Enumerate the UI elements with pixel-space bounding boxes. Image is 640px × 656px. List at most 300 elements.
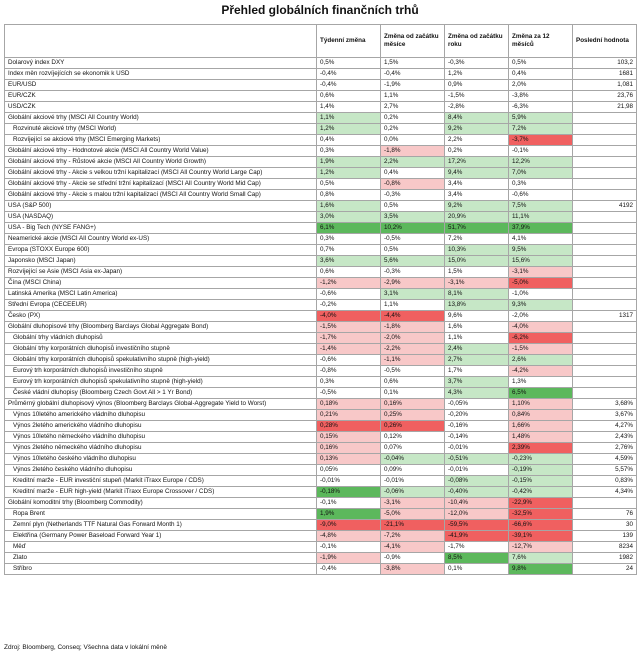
row-value: 2,7%: [445, 355, 509, 366]
row-value: -1,9%: [317, 553, 381, 564]
row-value: 10,3%: [445, 245, 509, 256]
row-value: 1,1%: [445, 333, 509, 344]
row-value: 2,0%: [509, 80, 573, 91]
row-value: -66,6%: [509, 520, 573, 531]
row-value: 1,2%: [317, 168, 381, 179]
row-value: -0,1%: [317, 542, 381, 553]
row-last-value: 3,67%: [573, 410, 637, 421]
header-12m: Změna za 12 měsíců: [509, 25, 573, 58]
table-row: [5, 300, 637, 311]
row-value: 7,0%: [509, 168, 573, 179]
row-value: 7,5%: [509, 201, 573, 212]
row-name: Čína (MSCI China): [5, 278, 317, 289]
row-last-value: 1317: [573, 311, 637, 322]
row-name: Index měn rozvíjejících se ekonomik k USD: [5, 69, 317, 80]
row-value: -7,2%: [381, 531, 445, 542]
table-row: [5, 542, 637, 553]
row-value: -32,5%: [509, 509, 573, 520]
row-value: 0,28%: [317, 421, 381, 432]
row-value: -12,7%: [509, 542, 573, 553]
table-row: [5, 256, 637, 267]
row-last-value: 30: [573, 520, 637, 531]
row-value: 0,16%: [381, 399, 445, 410]
row-value: 8,1%: [445, 289, 509, 300]
table-row: [5, 223, 637, 234]
table-row: [5, 366, 637, 377]
row-value: -22,9%: [509, 498, 573, 509]
row-value: 0,13%: [317, 454, 381, 465]
row-value: -0,06%: [381, 487, 445, 498]
row-value: 4,1%: [509, 234, 573, 245]
table-row: [5, 289, 637, 300]
row-last-value: 5,57%: [573, 465, 637, 476]
row-value: -0,23%: [509, 454, 573, 465]
row-value: -0,5%: [317, 388, 381, 399]
row-value: 17,2%: [445, 157, 509, 168]
row-value: -4,8%: [317, 531, 381, 542]
row-value: 0,16%: [317, 443, 381, 454]
row-last-value: [573, 278, 637, 289]
row-value: -21,1%: [381, 520, 445, 531]
row-name: Evropa (STOXX Europe 600): [5, 245, 317, 256]
row-value: -0,4%: [317, 80, 381, 91]
row-value: -4,4%: [381, 311, 445, 322]
row-value: -0,5%: [381, 366, 445, 377]
table-row: [5, 476, 637, 487]
row-value: -0,01%: [317, 476, 381, 487]
row-name: Globální komoditní trhy (Bloomberg Commodity): [5, 498, 317, 509]
row-name: Kreditní marže - EUR high-yield (Markit iTraxx Europe Crossover / CDS): [5, 487, 317, 498]
row-name: Výnos 2letého českého vládního dluhopisu: [5, 465, 317, 476]
row-value: -1,1%: [381, 355, 445, 366]
row-value: -1,5%: [509, 344, 573, 355]
row-value: 12,2%: [509, 157, 573, 168]
row-value: -0,01%: [381, 476, 445, 487]
row-value: 1,6%: [445, 322, 509, 333]
row-value: -3,8%: [509, 91, 573, 102]
row-value: -10,4%: [445, 498, 509, 509]
table-row: [5, 487, 637, 498]
row-value: -5,0%: [381, 509, 445, 520]
row-value: -0,1%: [509, 146, 573, 157]
row-value: -39,1%: [509, 531, 573, 542]
row-name: Globální dluhopisové trhy (Bloomberg Barclays Global Aggregate Bond): [5, 322, 317, 333]
table-row: [5, 531, 637, 542]
row-value: 0,21%: [317, 410, 381, 421]
row-name: Zlato: [5, 553, 317, 564]
row-value: 0,6%: [317, 267, 381, 278]
row-last-value: 2,76%: [573, 443, 637, 454]
row-name: Kreditní marže - EUR investiční stupeň (Markit iTraxx Europe / CDS): [5, 476, 317, 487]
row-value: 1,1%: [381, 91, 445, 102]
row-value: -0,08%: [445, 476, 509, 487]
table-row: [5, 245, 637, 256]
row-value: 0,3%: [317, 146, 381, 157]
page-title: Přehled globálních finančních trhů: [221, 3, 419, 17]
row-value: 0,2%: [381, 113, 445, 124]
row-value: 6,5%: [509, 388, 573, 399]
row-value: -0,1%: [317, 498, 381, 509]
table-row: [5, 322, 637, 333]
row-value: 0,5%: [381, 201, 445, 212]
row-value: -2,0%: [381, 333, 445, 344]
row-value: 0,4%: [381, 168, 445, 179]
row-value: 0,25%: [381, 410, 445, 421]
row-value: -0,51%: [445, 454, 509, 465]
row-value: 0,15%: [317, 432, 381, 443]
table-row: [5, 234, 637, 245]
row-value: 5,9%: [509, 113, 573, 124]
row-last-value: 4192: [573, 201, 637, 212]
table-row: [5, 377, 637, 388]
row-last-value: 8234: [573, 542, 637, 553]
table-row: [5, 520, 637, 531]
row-name: Česko (PX): [5, 311, 317, 322]
row-name: Globální akciové trhy - Akcie s malou tržní kapitalizací (MSCI All Country World Small Cap): [5, 190, 317, 201]
row-name: České vládní dluhopisy (Bloomberg Czech Govt All > 1 Yr Bond): [5, 388, 317, 399]
row-value: 0,2%: [445, 146, 509, 157]
row-name: Střední Evropa (CECEEUR): [5, 300, 317, 311]
row-value: -0,6%: [317, 355, 381, 366]
row-value: 0,12%: [381, 432, 445, 443]
row-value: 3,4%: [445, 179, 509, 190]
table-row: [5, 135, 637, 146]
row-last-value: [573, 157, 637, 168]
row-value: -4,0%: [509, 322, 573, 333]
header-name: [5, 25, 317, 58]
row-value: -0,40%: [445, 487, 509, 498]
row-name: Rozvinuté akciové trhy (MSCI World): [5, 124, 317, 135]
row-last-value: [573, 333, 637, 344]
row-name: Globální trhy vládních dluhopisů: [5, 333, 317, 344]
header-ytd: Změna od začátku roku: [445, 25, 509, 58]
table-row: [5, 91, 637, 102]
row-last-value: [573, 355, 637, 366]
row-value: 0,5%: [381, 245, 445, 256]
row-name: Průměrný globální dluhopisový výnos (Bloomberg Barclays Global-Aggregate Yield to Worst): [5, 399, 317, 410]
row-name: USA (S&P 500): [5, 201, 317, 212]
row-value: -41,9%: [445, 531, 509, 542]
table-row: [5, 80, 637, 91]
row-last-value: 1,081: [573, 80, 637, 91]
row-value: -1,2%: [317, 278, 381, 289]
row-last-value: [573, 146, 637, 157]
row-name: Eurový trh korporátních dluhopisů investičního stupně: [5, 366, 317, 377]
row-last-value: [573, 267, 637, 278]
row-value: 1,1%: [317, 113, 381, 124]
row-value: -0,14%: [445, 432, 509, 443]
header-week: Týdenní změna: [317, 25, 381, 58]
table-row: [5, 278, 637, 289]
row-value: 9,8%: [509, 564, 573, 575]
row-value: -0,05%: [445, 399, 509, 410]
row-last-value: [573, 366, 637, 377]
row-value: 0,07%: [381, 443, 445, 454]
markets-table: [4, 24, 637, 575]
row-value: 0,4%: [317, 135, 381, 146]
row-value: -3,1%: [445, 278, 509, 289]
table-row: [5, 113, 637, 124]
table-row: [5, 157, 637, 168]
row-value: 3,5%: [381, 212, 445, 223]
row-last-value: [573, 168, 637, 179]
row-value: -0,2%: [317, 300, 381, 311]
row-last-value: [573, 322, 637, 333]
row-value: -2,9%: [381, 278, 445, 289]
table-row: [5, 399, 637, 410]
row-value: 0,26%: [381, 421, 445, 432]
row-last-value: [573, 212, 637, 223]
row-value: 1,2%: [317, 124, 381, 135]
row-value: 0,3%: [317, 377, 381, 388]
row-value: 37,9%: [509, 223, 573, 234]
row-value: 0,5%: [509, 58, 573, 69]
row-value: 20,9%: [445, 212, 509, 223]
row-name: Zemní plyn (Netherlands TTF Natural Gas Forward Month 1): [5, 520, 317, 531]
row-last-value: [573, 388, 637, 399]
row-name: Eurový trh korporátních dluhopisů spekulativního stupně (high-yield): [5, 377, 317, 388]
row-value: 9,3%: [509, 300, 573, 311]
row-value: -0,4%: [317, 69, 381, 80]
row-value: -2,8%: [445, 102, 509, 113]
row-name: Globální trhy korporátních dluhopisů spekulativního stupně (high-yield): [5, 355, 317, 366]
row-name: USA - Big Tech (NYSE FANG+): [5, 223, 317, 234]
row-value: -0,04%: [381, 454, 445, 465]
row-value: 1,7%: [445, 366, 509, 377]
row-last-value: 1982: [573, 553, 637, 564]
row-value: 0,3%: [317, 234, 381, 245]
row-value: 1,9%: [317, 509, 381, 520]
row-name: Globální akciové trhy (MSCI All Country World): [5, 113, 317, 124]
row-value: 1,5%: [381, 58, 445, 69]
row-value: 7,6%: [509, 553, 573, 564]
row-value: 0,84%: [509, 410, 573, 421]
row-value: -0,8%: [381, 179, 445, 190]
row-value: 0,0%: [381, 135, 445, 146]
header-last: Poslední hodnota: [573, 25, 637, 58]
table-row: [5, 58, 637, 69]
row-name: Výnos 10letého českého vládního dluhopisu: [5, 454, 317, 465]
row-value: -0,5%: [381, 234, 445, 245]
row-name: Globální akciové trhy - Akcie se střední tržní kapitalizací (MSCI All Country World Mid Cap): [5, 179, 317, 190]
row-value: -1,8%: [381, 146, 445, 157]
row-value: 0,8%: [317, 190, 381, 201]
table-row: [5, 432, 637, 443]
row-name: Rozvíjející se akciové trhy (MSCI Emerging Markets): [5, 135, 317, 146]
row-value: 1,2%: [445, 69, 509, 80]
row-value: 9,4%: [445, 168, 509, 179]
row-value: -1,9%: [381, 80, 445, 91]
row-name: Japonsko (MSCI Japan): [5, 256, 317, 267]
row-value: 3,7%: [445, 377, 509, 388]
row-last-value: [573, 256, 637, 267]
row-value: 5,6%: [381, 256, 445, 267]
table-row: [5, 564, 637, 575]
row-value: 2,39%: [509, 443, 573, 454]
row-value: 0,2%: [381, 124, 445, 135]
row-value: 2,2%: [445, 135, 509, 146]
row-value: 2,4%: [445, 344, 509, 355]
table-row: [5, 179, 637, 190]
table-row: [5, 201, 637, 212]
row-last-value: [573, 344, 637, 355]
row-last-value: 24: [573, 564, 637, 575]
row-value: 3,6%: [317, 256, 381, 267]
row-name: Neamerické akcie (MSCI All Country World ex-US): [5, 234, 317, 245]
row-last-value: 3,68%: [573, 399, 637, 410]
table-row: [5, 388, 637, 399]
row-name: Globální akciové trhy - Akcie s velkou tržní kapitalizací (MSCI All Country World Large Cap): [5, 168, 317, 179]
row-value: 3,1%: [381, 289, 445, 300]
row-name: Rozvíjející se Asie (MSCI Asia ex-Japan): [5, 267, 317, 278]
table-row: [5, 168, 637, 179]
row-value: 1,3%: [509, 377, 573, 388]
row-value: 7,2%: [445, 234, 509, 245]
row-name: USA (NASDAQ): [5, 212, 317, 223]
row-value: -0,01%: [445, 443, 509, 454]
row-value: 7,2%: [509, 124, 573, 135]
table-row: [5, 355, 637, 366]
table-row: [5, 311, 637, 322]
row-last-value: [573, 300, 637, 311]
row-value: 9,6%: [445, 311, 509, 322]
row-value: 11,1%: [509, 212, 573, 223]
row-value: 1,4%: [317, 102, 381, 113]
row-name: Měď: [5, 542, 317, 553]
row-last-value: [573, 124, 637, 135]
row-last-value: [573, 377, 637, 388]
row-name: USD/CZK: [5, 102, 317, 113]
row-value: -0,8%: [317, 366, 381, 377]
row-value: 0,9%: [445, 80, 509, 91]
row-value: -1,7%: [317, 333, 381, 344]
row-value: -1,4%: [317, 344, 381, 355]
row-name: Globální akciové trhy - Růstové akcie (MSCI All Country World Growth): [5, 157, 317, 168]
row-value: -0,6%: [509, 190, 573, 201]
row-value: 13,8%: [445, 300, 509, 311]
row-value: 4,3%: [445, 388, 509, 399]
row-value: 2,7%: [381, 102, 445, 113]
row-value: 0,05%: [317, 465, 381, 476]
row-value: -6,2%: [509, 333, 573, 344]
row-name: EUR/CZK: [5, 91, 317, 102]
row-value: 6,1%: [317, 223, 381, 234]
row-value: -0,3%: [445, 58, 509, 69]
row-last-value: [573, 289, 637, 300]
row-value: 1,48%: [509, 432, 573, 443]
row-last-value: 103,2: [573, 58, 637, 69]
row-name: Výnos 2letého amerického vládního dluhopisu: [5, 421, 317, 432]
row-value: -3,7%: [509, 135, 573, 146]
row-value: -0,3%: [381, 267, 445, 278]
table-row: [5, 69, 637, 80]
row-value: 51,7%: [445, 223, 509, 234]
row-value: 1,5%: [445, 267, 509, 278]
table-row: [5, 190, 637, 201]
row-value: -4,0%: [317, 311, 381, 322]
table-row: [5, 443, 637, 454]
table-row: [5, 102, 637, 113]
row-value: -2,2%: [381, 344, 445, 355]
row-value: -0,3%: [381, 190, 445, 201]
row-value: -0,4%: [317, 564, 381, 575]
row-value: -12,0%: [445, 509, 509, 520]
row-name: Výnos 10letého německého vládního dluhopisu: [5, 432, 317, 443]
row-value: 1,9%: [317, 157, 381, 168]
row-name: Dolarový index DXY: [5, 58, 317, 69]
row-name: EUR/USD: [5, 80, 317, 91]
table-row: [5, 124, 637, 135]
row-value: -0,20%: [445, 410, 509, 421]
table-row: [5, 421, 637, 432]
row-value: -9,0%: [317, 520, 381, 531]
row-last-value: 21,98: [573, 102, 637, 113]
row-value: -0,16%: [445, 421, 509, 432]
row-value: 0,1%: [445, 564, 509, 575]
row-last-value: 2,43%: [573, 432, 637, 443]
row-last-value: 1681: [573, 69, 637, 80]
table-row: [5, 498, 637, 509]
row-value: 0,6%: [317, 91, 381, 102]
row-value: -59,5%: [445, 520, 509, 531]
row-value: 0,7%: [317, 245, 381, 256]
row-name: Výnos 2letého německého vládního dluhopisu: [5, 443, 317, 454]
row-value: 0,09%: [381, 465, 445, 476]
row-last-value: 0,83%: [573, 476, 637, 487]
row-value: -3,1%: [381, 498, 445, 509]
table-row: [5, 212, 637, 223]
row-value: -0,4%: [381, 69, 445, 80]
table-row: [5, 465, 637, 476]
table-row: [5, 344, 637, 355]
row-value: 0,6%: [381, 377, 445, 388]
table-row: [5, 454, 637, 465]
row-value: -0,19%: [509, 465, 573, 476]
row-value: 3,4%: [445, 190, 509, 201]
row-name: Stříbro: [5, 564, 317, 575]
row-last-value: 23,76: [573, 91, 637, 102]
source-note: Zdroj: Bloomberg, Conseq; Všechna data v lokální měně: [4, 644, 167, 651]
row-last-value: [573, 498, 637, 509]
row-value: -0,15%: [509, 476, 573, 487]
header-mtd: Změna od začátku měsíce: [381, 25, 445, 58]
row-value: -3,8%: [381, 564, 445, 575]
table-row: [5, 509, 637, 520]
row-value: 0,5%: [317, 58, 381, 69]
row-value: -5,0%: [509, 278, 573, 289]
row-value: 1,1%: [381, 300, 445, 311]
row-last-value: [573, 179, 637, 190]
table-row: [5, 553, 637, 564]
row-value: 10,2%: [381, 223, 445, 234]
table-row: [5, 267, 637, 278]
row-value: 0,5%: [317, 179, 381, 190]
row-last-value: 4,27%: [573, 421, 637, 432]
row-name: Ropa Brent: [5, 509, 317, 520]
row-value: 1,10%: [509, 399, 573, 410]
row-value: -0,42%: [509, 487, 573, 498]
row-last-value: 4,34%: [573, 487, 637, 498]
row-last-value: [573, 190, 637, 201]
row-value: 0,18%: [317, 399, 381, 410]
row-name: Výnos 10letého amerického vládního dluhopisu: [5, 410, 317, 421]
row-value: -0,9%: [381, 553, 445, 564]
row-value: 0,1%: [381, 388, 445, 399]
row-last-value: [573, 113, 637, 124]
row-name: Globální akciové trhy - Hodnotové akcie (MSCI All Country World Value): [5, 146, 317, 157]
row-value: 2,2%: [381, 157, 445, 168]
row-value: 0,4%: [509, 69, 573, 80]
